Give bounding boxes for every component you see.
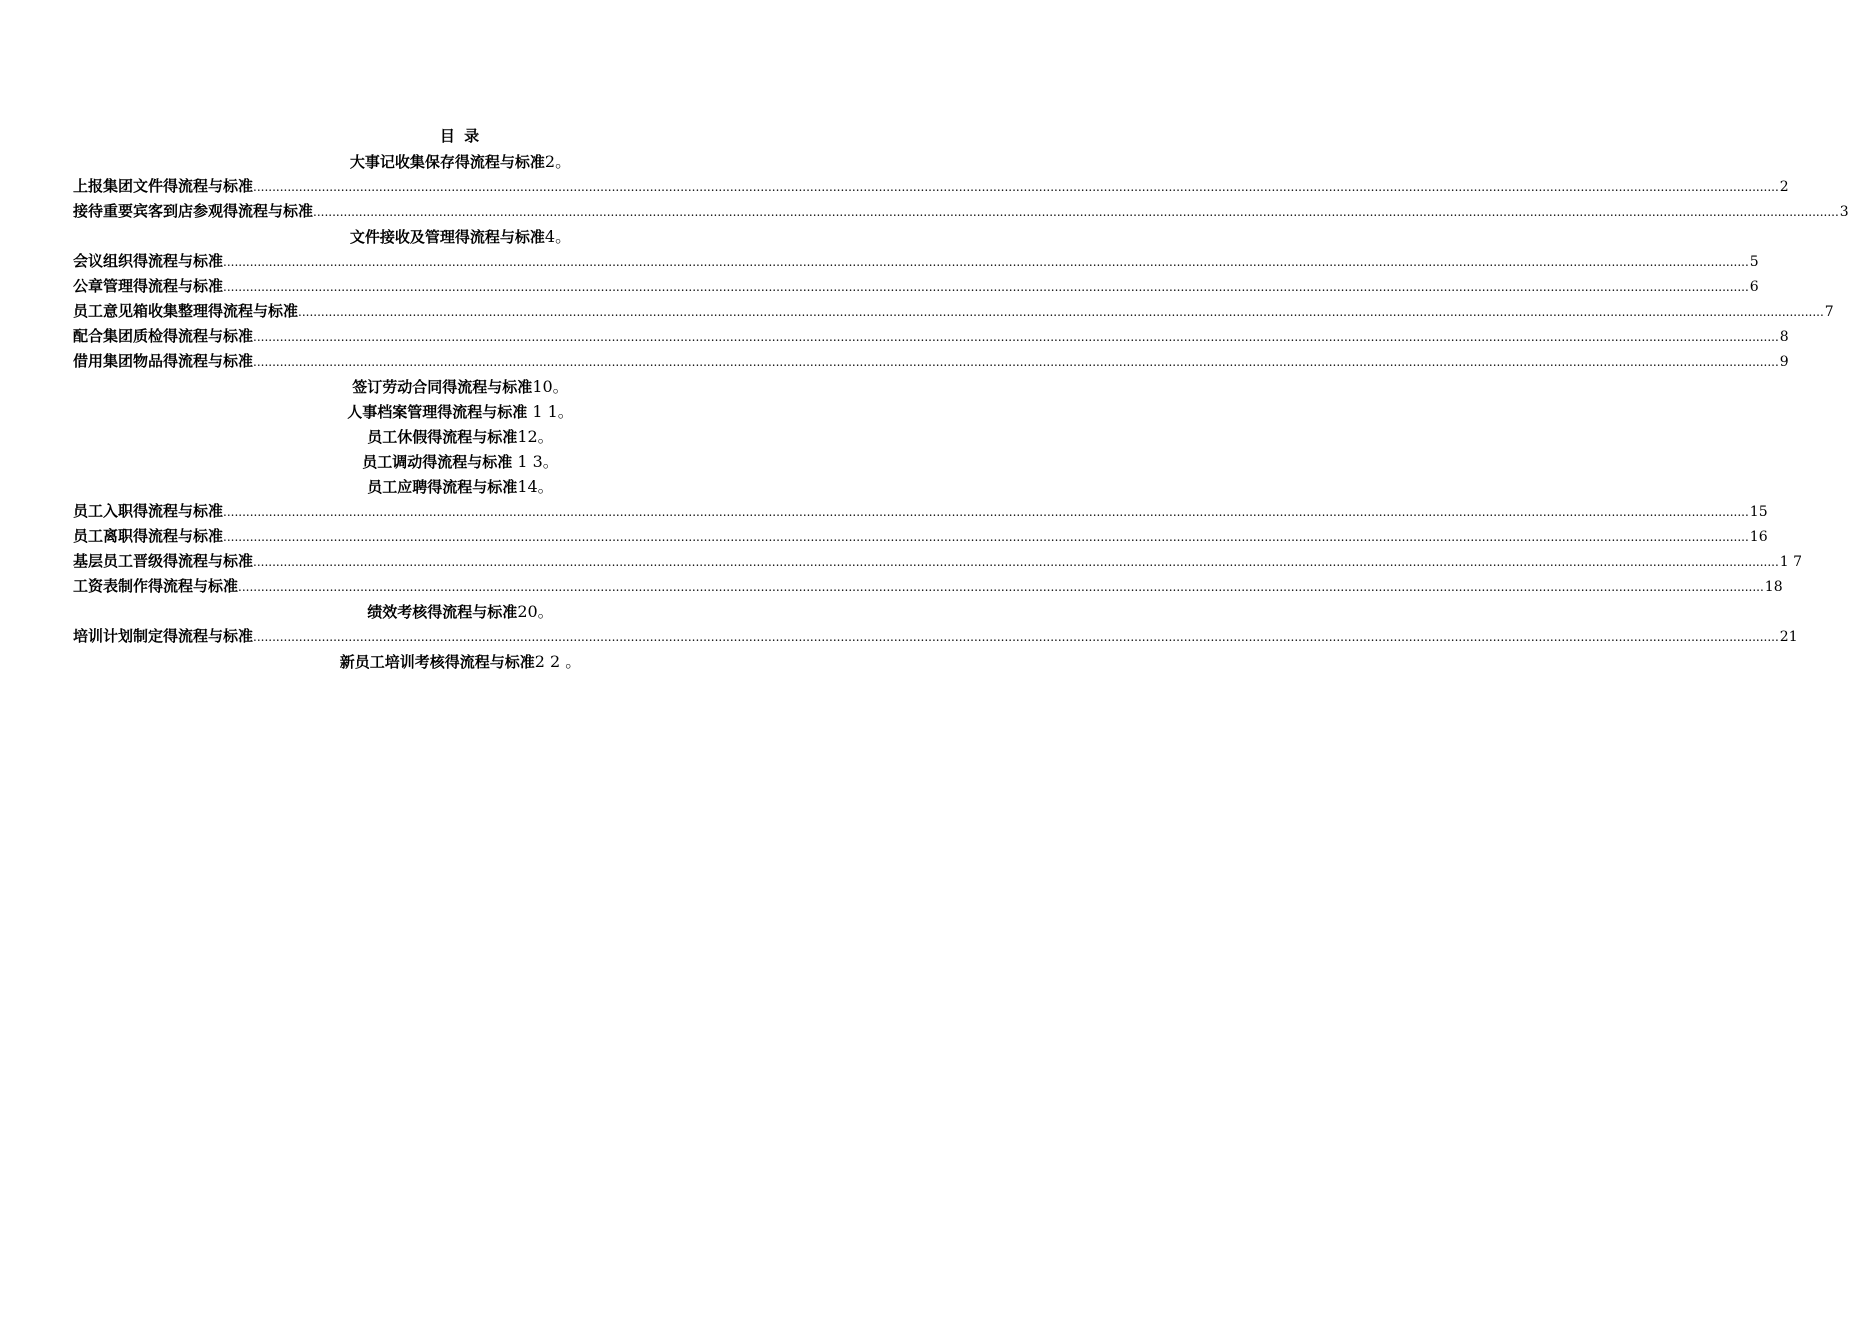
toc-entry[interactable] xyxy=(73,299,1834,324)
toc-entry-page-number: 20。 xyxy=(517,602,554,621)
toc-title: 目 录 xyxy=(439,127,482,145)
toc-entry[interactable] xyxy=(73,274,1759,299)
toc-entry-label: 培训计划制定得流程与标准 xyxy=(73,627,254,645)
toc-entry-label: 员工调动得流程与标准 xyxy=(362,453,513,471)
toc-entry-page-number: 18 xyxy=(1764,579,1783,595)
toc-entry[interactable] xyxy=(73,449,848,474)
toc-entry-label: 人事档案管理得流程与标准 xyxy=(347,403,528,421)
toc-entry-page-number: 10。 xyxy=(532,377,569,396)
toc-entry-page-number: 6 xyxy=(1749,279,1759,295)
toc-dot-leader: ................................................................................................................................................................................................................................................................................................................................................................................................................ xyxy=(298,305,1824,319)
toc-entry[interactable] xyxy=(73,649,848,674)
toc-entry-page-number: 16 xyxy=(1749,529,1768,545)
toc-entry-label: 借用集团物品得流程与标准 xyxy=(73,352,254,370)
toc-entry-label: 签订劳动合同得流程与标准 xyxy=(352,378,533,396)
toc-entry-label: 员工休假得流程与标准 xyxy=(367,428,518,446)
toc-entry[interactable] xyxy=(73,499,1768,524)
toc-entry-label: 上报集团文件得流程与标准 xyxy=(73,177,254,195)
toc-entry-label: 公章管理得流程与标准 xyxy=(73,277,224,295)
toc-entry-label: 员工入职得流程与标准 xyxy=(73,502,224,520)
toc-entry[interactable] xyxy=(73,474,848,499)
toc-dot-leader: ................................................................................................................................................................................................................................................................................................................................................................................................................ xyxy=(223,530,1749,544)
toc-entry-page-number: 7 xyxy=(1824,304,1834,320)
toc-entry-page-number: 12。 xyxy=(517,427,554,446)
toc-entry[interactable] xyxy=(73,599,848,624)
toc-entry-label: 会议组织得流程与标准 xyxy=(73,252,224,270)
toc-entry[interactable] xyxy=(73,424,848,449)
toc-entry-page-number: 2 xyxy=(1779,179,1789,195)
toc-entry-label: 文件接收及管理得流程与标准 xyxy=(349,228,545,246)
toc-entry[interactable] xyxy=(73,249,1759,274)
toc-entry-page-number: 4。 xyxy=(544,227,572,246)
toc-entry-page-number: 1 7 xyxy=(1779,554,1803,570)
toc-entry-page-number: 1 1。 xyxy=(527,402,574,421)
toc-dot-leader: ................................................................................................................................................................................................................................................................................................................................................................................................................ xyxy=(253,630,1779,644)
toc-entry-page-number: 1 3。 xyxy=(512,452,559,471)
toc-entry[interactable] xyxy=(73,399,848,424)
toc-entry-label: 新员工培训考核得流程与标准 xyxy=(339,653,535,671)
toc-entry-page-number: 3 xyxy=(1839,204,1849,220)
toc-entry-label: 接待重要宾客到店参观得流程与标准 xyxy=(73,202,314,220)
toc-entry-page-number: 8 xyxy=(1779,329,1789,345)
toc-dot-leader: ................................................................................................................................................................................................................................................................................................................................................................................................................ xyxy=(223,255,1749,269)
toc-entry-label: 员工离职得流程与标准 xyxy=(73,527,224,545)
toc-entry-label: 配合集团质检得流程与标准 xyxy=(73,327,254,345)
toc-entry-label: 大事记收集保存得流程与标准 xyxy=(349,153,545,171)
toc-dot-leader: ................................................................................................................................................................................................................................................................................................................................................................................................................ xyxy=(253,180,1779,194)
toc-entry[interactable] xyxy=(73,374,848,399)
toc-entry[interactable] xyxy=(73,199,1849,224)
toc-entry-label: 员工意见箱收集整理得流程与标准 xyxy=(73,302,299,320)
table-of-contents xyxy=(73,124,1849,674)
toc-entry-page-number: 5 xyxy=(1749,254,1759,270)
toc-entry[interactable] xyxy=(73,624,1798,649)
toc-dot-leader: ................................................................................................................................................................................................................................................................................................................................................................................................................ xyxy=(313,205,1839,219)
toc-entry-page-number: 15 xyxy=(1749,504,1768,520)
toc-dot-leader: ................................................................................................................................................................................................................................................................................................................................................................................................................ xyxy=(253,355,1779,369)
toc-entry[interactable] xyxy=(73,524,1768,549)
toc-entry-label: 绩效考核得流程与标准 xyxy=(367,603,518,621)
toc-dot-leader: ................................................................................................................................................................................................................................................................................................................................................................................................................ xyxy=(238,580,1764,594)
toc-entry-page-number: 9 xyxy=(1779,354,1789,370)
toc-entry[interactable] xyxy=(73,349,1789,374)
toc-entry-page-number: 21 xyxy=(1779,629,1798,645)
toc-entry[interactable] xyxy=(73,174,1789,199)
toc-entry[interactable] xyxy=(73,324,1789,349)
toc-dot-leader: ................................................................................................................................................................................................................................................................................................................................................................................................................ xyxy=(223,280,1749,294)
toc-entry-page-number: 2 2 。 xyxy=(534,652,582,671)
toc-entry[interactable] xyxy=(73,149,848,174)
toc-entry-label: 基层员工晋级得流程与标准 xyxy=(73,552,254,570)
toc-entry[interactable] xyxy=(73,549,1803,574)
toc-entry[interactable] xyxy=(73,574,1783,599)
toc-dot-leader: ................................................................................................................................................................................................................................................................................................................................................................................................................ xyxy=(223,505,1749,519)
toc-dot-leader: ................................................................................................................................................................................................................................................................................................................................................................................................................ xyxy=(253,555,1779,569)
toc-entries xyxy=(73,149,1849,674)
toc-entry[interactable] xyxy=(73,224,848,249)
toc-dot-leader: ................................................................................................................................................................................................................................................................................................................................................................................................................ xyxy=(253,330,1779,344)
toc-entry-page-number: 14。 xyxy=(517,477,554,496)
toc-entry-label: 工资表制作得流程与标准 xyxy=(73,577,239,595)
toc-entry-label: 员工应聘得流程与标准 xyxy=(367,478,518,496)
toc-entry-page-number: 2。 xyxy=(544,152,572,171)
